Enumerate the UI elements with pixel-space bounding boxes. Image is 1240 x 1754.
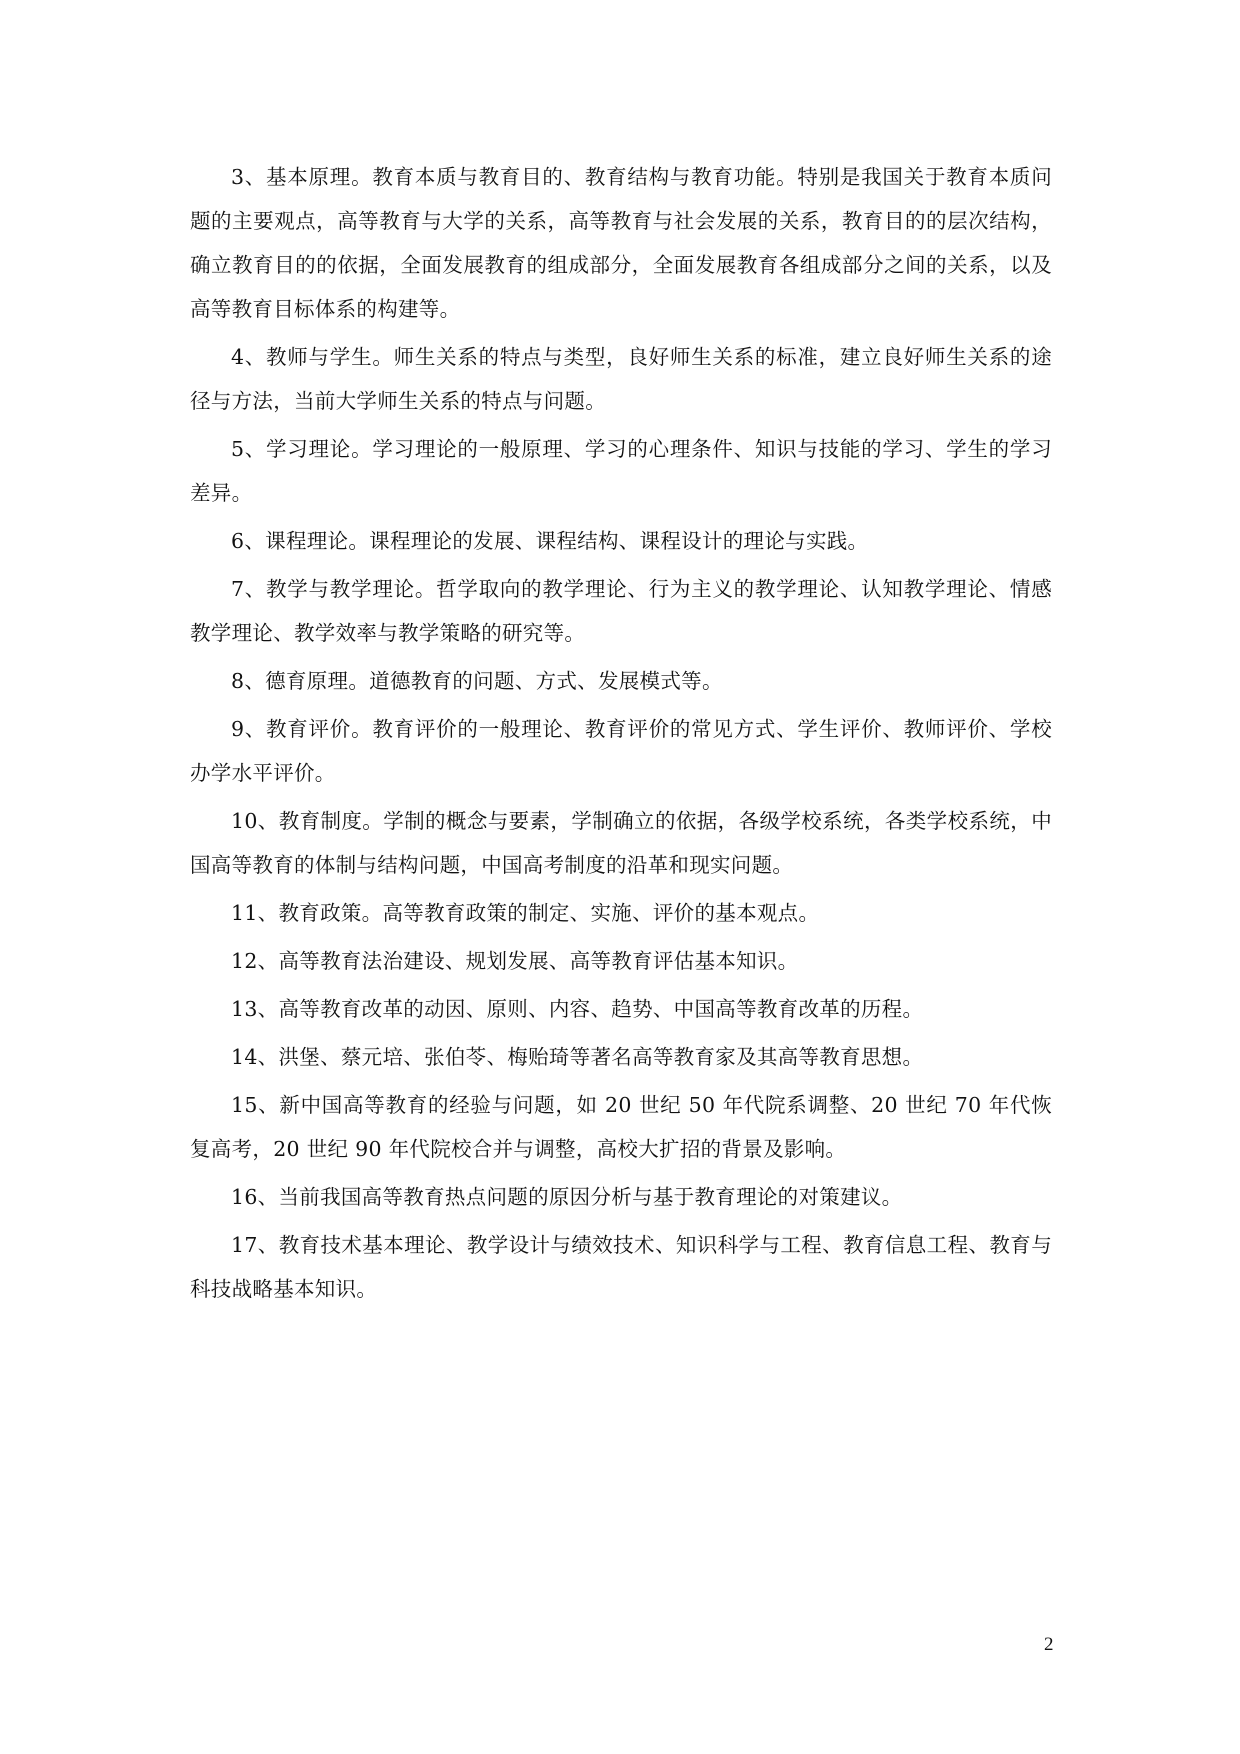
paragraph-item-5: 5、学习理论。学习理论的一般原理、学习的心理条件、知识与技能的学习、学生的学习差异。: [190, 437, 1052, 505]
paragraph-item-6: 6、课程理论。课程理论的发展、课程结构、课程设计的理论与实践。: [231, 529, 869, 553]
paragraph-item-7: 7、教学与教学理论。哲学取向的教学理论、行为主义的教学理论、认知教学理论、情感教学理论、教学效率与教学策略的研究等。: [190, 577, 1052, 645]
paragraph-item-15: 15、新中国高等教育的经验与问题，如 20 世纪 50 年代院系调整、20 世纪 70 年代恢复高考，20 世纪 90 年代院校合并与调整，高校大扩招的背景及影响。: [190, 1093, 1052, 1161]
document-body: [190, 155, 1052, 1315]
paragraph-item-12: 12、高等教育法治建设、规划发展、高等教育评估基本知识。: [231, 949, 799, 973]
paragraph-item-16: 16、当前我国高等教育热点问题的原因分析与基于教育理论的对策建议。: [231, 1185, 903, 1209]
page-number: 2: [1044, 1634, 1054, 1655]
paragraph-item-14: 14、洪堡、蔡元培、张伯苓、梅贻琦等著名高等教育家及其高等教育思想。: [231, 1045, 924, 1069]
paragraph-item-8: 8、德育原理。道德教育的问题、方式、发展模式等。: [231, 669, 723, 693]
paragraph-item-9: 9、教育评价。教育评价的一般理论、教育评价的常见方式、学生评价、教师评价、学校办学水平评价。: [190, 717, 1052, 785]
paragraph-item-11: 11、教育政策。高等教育政策的制定、实施、评价的基本观点。: [231, 901, 820, 925]
paragraph-item-4: 4、教师与学生。师生关系的特点与类型，良好师生关系的标准，建立良好师生关系的途径与方法，当前大学师生关系的特点与问题。: [190, 345, 1052, 413]
paragraph-item-10: 10、教育制度。学制的概念与要素，学制确立的依据，各级学校系统，各类学校系统，中国高等教育的体制与结构问题，中国高考制度的沿革和现实问题。: [190, 809, 1052, 877]
paragraph-item-17: 17、教育技术基本理论、教学设计与绩效技术、知识科学与工程、教育信息工程、教育与科技战略基本知识。: [190, 1233, 1052, 1301]
paragraph-item-13: 13、高等教育改革的动因、原则、内容、趋势、中国高等教育改革的历程。: [231, 997, 924, 1021]
paragraph-item-3: 3、基本原理。教育本质与教育目的、教育结构与教育功能。特别是我国关于教育本质问题的主要观点，高等教育与大学的关系，高等教育与社会发展的关系，教育目的的层次结构，确立教育目的的依据，全面发展教育的组成部分，全面发展教育各组成部分之间的关系，以及高等教育目标体系的构建等。: [190, 165, 1052, 321]
